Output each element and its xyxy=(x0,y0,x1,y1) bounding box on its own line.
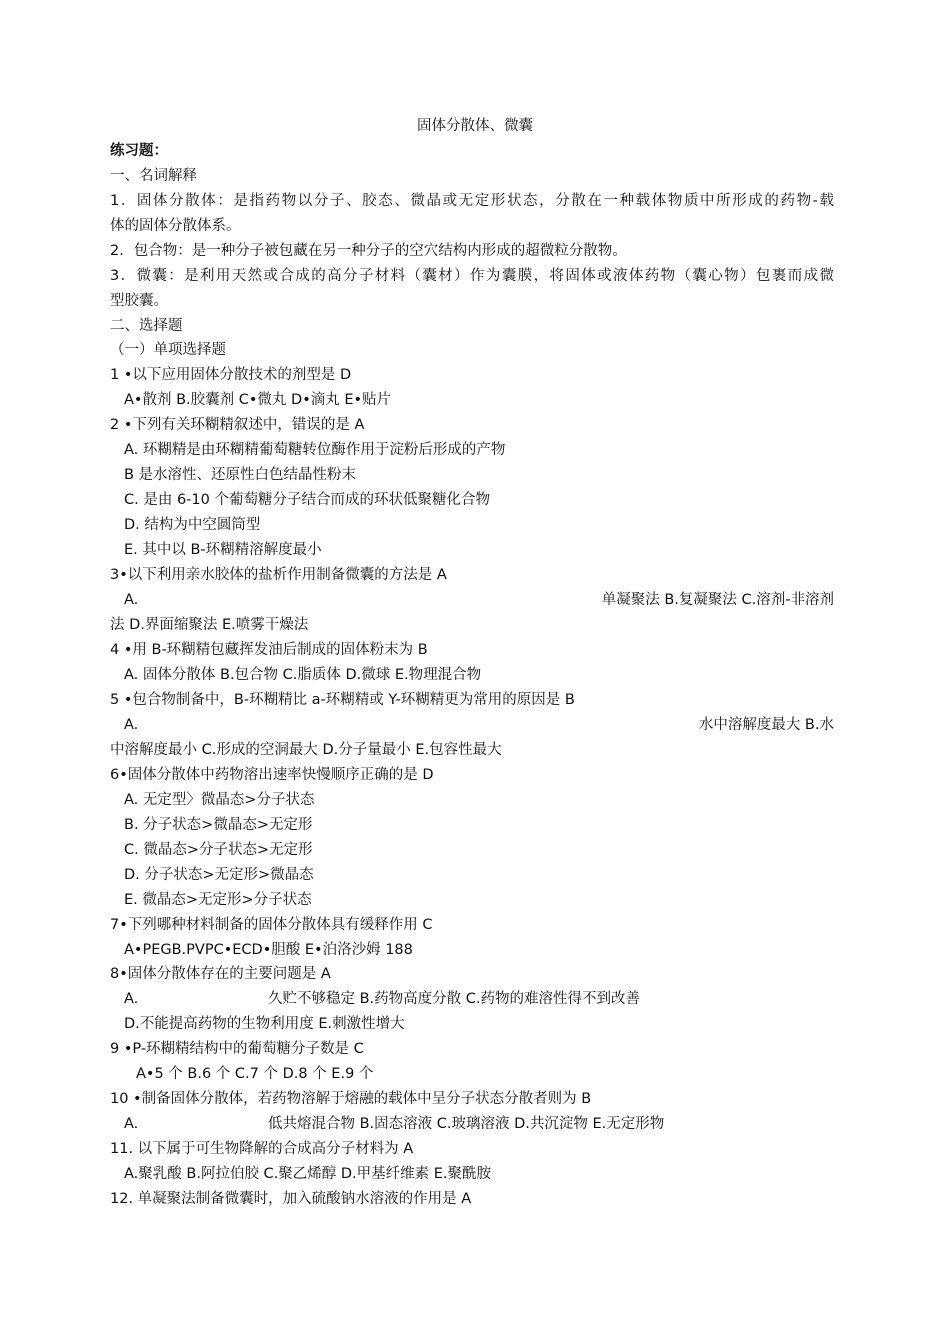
question-10-stem: 10 •制备固体分散体，若药物溶解于熔融的载体中呈分子状态分散者则为 B xyxy=(110,1091,592,1107)
part1-heading: 一、名词解释 xyxy=(110,168,197,184)
question-2-option-c: C. 是由 6-10 个葡萄糖分子结合而成的环状低聚糖化合物 xyxy=(124,492,490,508)
question-11-options: A.聚乳酸 B.阿拉伯胶 C.聚乙烯醇 D.甲基纤维素 E.聚酰胺 xyxy=(124,1166,492,1182)
question-4-stem: 4 •用 B-环糊精包藏挥发油后制成的固体粉末为 B xyxy=(110,642,428,658)
question-5-stem: 5 •包合物制备中，B-环糊精比 a-环糊精或 Y-环糊精更为常用的原因是 B xyxy=(110,692,575,708)
definition-3-line1: 3．微囊：是利用天然或合成的高分子材料（囊材）作为囊膜，将固体或液体药物（囊心物）包裹而成微 xyxy=(110,268,834,284)
question-6-option-d: D. 分子状态>无定形>微晶态 xyxy=(124,867,314,883)
question-5-options-text: 水中溶解度最大 B.水 xyxy=(698,717,834,733)
part2-heading: 二、选择题 xyxy=(110,318,183,334)
question-9-options: A•5 个 B.6 个 C.7 个 D.8 个 E.9 个 xyxy=(136,1066,374,1082)
question-3-options-text: 单凝聚法 B.复凝聚法 C.溶剂-非溶剂 xyxy=(601,592,834,608)
question-10-options xyxy=(124,1114,834,1134)
definition-3-line2: 型胶囊。 xyxy=(110,293,168,309)
question-1-stem: 1 •以下应用固体分散技术的剂型是 D xyxy=(110,367,352,383)
question-8-stem: 8•固体分散体存在的主要问题是 A xyxy=(110,966,331,982)
question-7-stem: 7•下列哪种材料制备的固体分散体具有缓释作用 C xyxy=(110,917,433,933)
question-8-options-text: 久贮不够稳定 B.药物高度分散 C.药物的难溶性得不到改善 xyxy=(268,991,641,1007)
question-6-option-c: C. 微晶态>分子状态>无定形 xyxy=(124,842,313,858)
question-3-options-cont: 法 D.界面缩聚法 E.喷雾干燥法 xyxy=(110,617,309,633)
question-1-options: A•散剂 B.胶囊剂 C•微丸 D•滴丸 E•贴片 xyxy=(124,392,392,408)
part2-subheading: （一）单项选择题 xyxy=(110,342,226,358)
question-5-options xyxy=(124,715,834,735)
question-2-option-a: A. 环糊精是由环糊精葡萄糖转位酶作用于淀粉后形成的产物 xyxy=(124,442,506,458)
question-2-option-b: B 是水溶性、还原性白色结晶性粉末 xyxy=(124,467,357,483)
definition-2: 2．包合物：是一种分子被包藏在另一种分子的空穴结构内形成的超微粒分散物。 xyxy=(110,243,627,259)
question-8-options-cont: D.不能提高药物的生物利用度 E.刺激性增大 xyxy=(124,1016,405,1032)
definition-1-line2: 体的固体分散体系。 xyxy=(110,218,241,234)
question-6-option-e: E. 微晶态>无定形>分子状态 xyxy=(124,892,312,908)
question-8-option-a-letter: A. xyxy=(124,991,139,1007)
question-8-options xyxy=(124,989,834,1009)
question-6-option-a: A. 无定型〉微晶态>分子状态 xyxy=(124,792,315,808)
question-2-stem: 2 •下列有关环糊精叙述中，错误的是 A xyxy=(110,417,365,433)
section-header: 练习题： xyxy=(110,143,168,159)
question-5-option-a-letter: A. xyxy=(124,717,139,733)
question-2-option-e: E. 其中以 B-环糊精溶解度最小 xyxy=(124,542,322,558)
question-10-options-text: 低共熔混合物 B.固态溶液 C.玻璃溶液 D.共沉淀物 E.无定形物 xyxy=(268,1116,665,1132)
question-11-stem: 11. 以下属于可生物降解的合成高分子材料为 A xyxy=(110,1141,414,1157)
question-6-option-b: B. 分子状态>微晶态>无定形 xyxy=(124,817,313,833)
question-4-options: A. 固体分散体 B.包合物 C.脂质体 D.微球 E.物理混合物 xyxy=(124,667,482,683)
question-2-option-d: D. 结构为中空圆筒型 xyxy=(124,517,261,533)
question-7-options: A•PEGB.PVPC•ECD•胆酸 E•泊洛沙姆 188 xyxy=(124,942,413,958)
question-12-stem: 12. 单凝聚法制备微囊时，加入硫酸钠水溶液的作用是 A xyxy=(110,1191,472,1207)
question-3-option-a-letter: A. xyxy=(124,592,139,608)
document-title: 固体分散体、微囊 xyxy=(417,118,533,134)
definition-1-line1: 1．固体分散体：是指药物以分子、胶态、微晶或无定形状态，分散在一种载体物质中所形成的药物-载 xyxy=(110,193,834,209)
question-6-stem: 6•固体分散体中药物溶出速率快慢顺序正确的是 D xyxy=(110,767,434,783)
question-10-option-a-letter: A. xyxy=(124,1116,139,1132)
question-3-stem: 3•以下利用亲水胶体的盐析作用制备微囊的方法是 A xyxy=(110,567,447,583)
question-3-options xyxy=(124,590,834,610)
question-9-stem: 9 •P-环糊精结构中的葡萄糖分子数是 C xyxy=(110,1041,364,1057)
question-5-options-cont: 中溶解度最小 C.形成的空洞最大 D.分子量最小 E.包容性最大 xyxy=(110,742,502,758)
